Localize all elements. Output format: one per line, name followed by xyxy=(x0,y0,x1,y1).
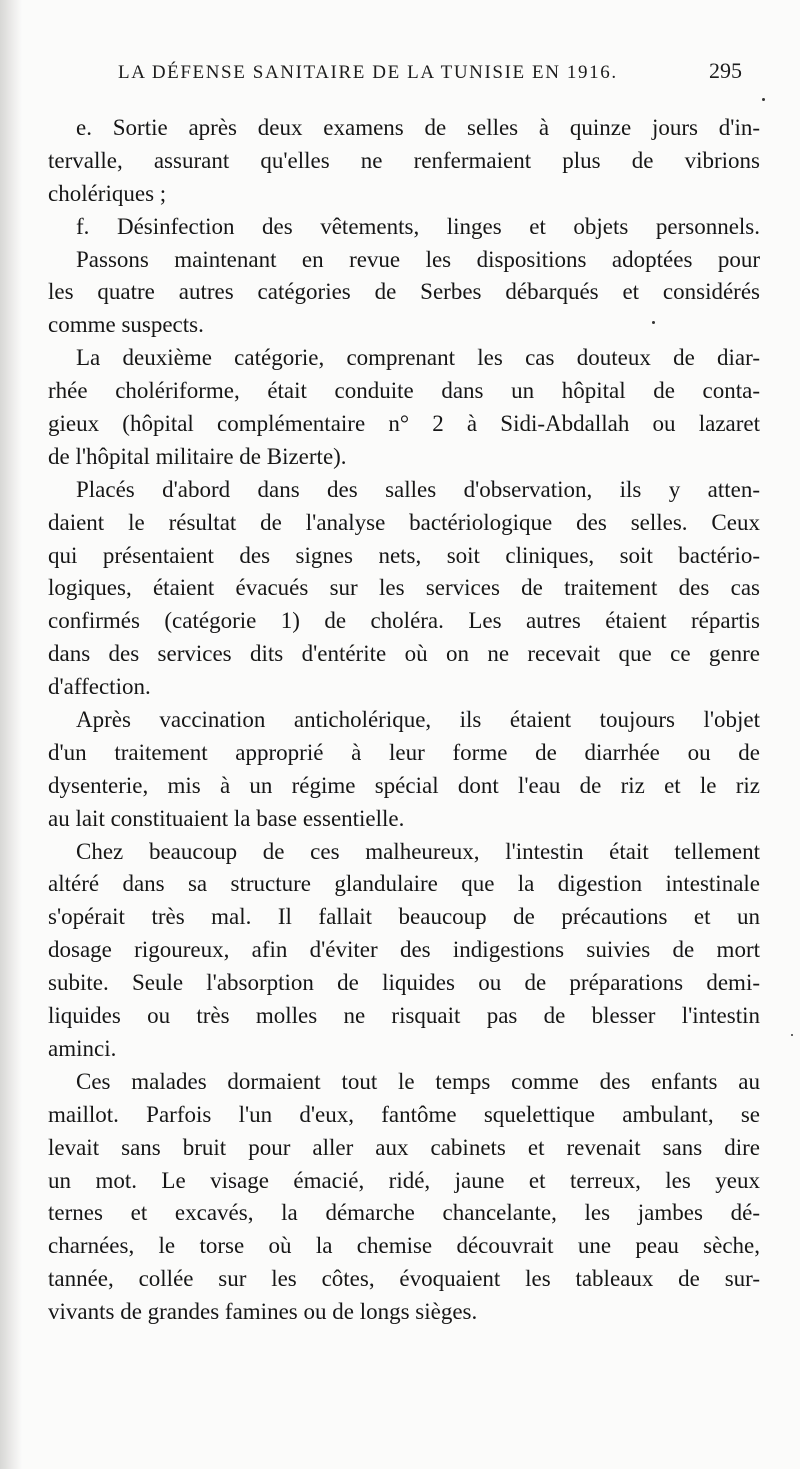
text-line: liquides ou très molles ne risquait pas de blesser l'intestin xyxy=(48,1003,760,1029)
text-line: Ces malades dormaient tout le temps comme des enfants au xyxy=(76,1068,760,1094)
text-line: maillot. Parfois l'un d'eux, fantôme squelettique ambulant, se xyxy=(48,1101,760,1127)
text-line: dans des services dits d'entérite où on ne recevait que ce genre xyxy=(48,641,760,667)
page-number: 295 xyxy=(709,58,742,83)
text-line: Après vaccination anticholérique, ils étaient toujours l'objet xyxy=(76,707,760,733)
text-line: d'affection. xyxy=(48,674,151,700)
page-header xyxy=(118,56,742,96)
text-line: qui présentaient des signes nets, soit cliniques, soit bactério- xyxy=(48,542,760,568)
text-line: de l'hôpital militaire de Bizerte). xyxy=(48,443,347,469)
text-line: f. Désinfection des vêtements, linges et objets personnels. xyxy=(76,213,760,239)
text-line: Passons maintenant en revue les dispositions adoptées pour xyxy=(76,246,760,272)
scan-speck xyxy=(791,1034,793,1036)
text-line: daient le résultat de l'analyse bactériologique des selles. Ceux xyxy=(48,509,760,535)
text-line: s'opérait très mal. Il fallait beaucoup de précautions et un xyxy=(48,904,760,930)
text-line: comme suspects. xyxy=(48,312,204,338)
text-line: altéré dans sa structure glandulaire que la digestion intestinale xyxy=(48,871,760,897)
text-line: tannée, collée sur les côtes, évoquaient les tableaux de sur- xyxy=(48,1266,760,1292)
text-line: ternes et excavés, la démarche chancelante, les jambes dé- xyxy=(48,1200,760,1226)
text-line: tervalle, assurant qu'elles ne renfermaient plus de vibrions xyxy=(48,147,760,173)
text-line: confirmés (catégorie 1) de choléra. Les autres étaient répartis xyxy=(48,608,760,634)
text-line: La deuxième catégorie, comprenant les cas douteux de diar- xyxy=(76,345,760,371)
scan-speck xyxy=(762,98,765,101)
text-line: dysenterie, mis à un régime spécial dont l'eau de riz et le riz xyxy=(48,772,760,798)
text-line: au lait constituaient la base essentielle. xyxy=(48,805,405,831)
text-line: Placés d'abord dans des salles d'observation, ils y atten- xyxy=(76,476,760,502)
text-line: un mot. Le visage émacié, ridé, jaune et terreux, les yeux xyxy=(48,1167,760,1193)
text-line: dosage rigoureux, afin d'éviter des indigestions suivies de mort xyxy=(48,937,760,963)
scan-speck xyxy=(652,321,655,324)
running-title: LA DÉFENSE SANITAIRE DE LA TUNISIE EN 1916. xyxy=(118,62,618,83)
text-line: e. Sortie après deux examens de selles à quinze jours d'in- xyxy=(76,115,760,140)
text-line: les quatre autres catégories de Serbes débarqués et considérés xyxy=(48,279,760,305)
text-line: d'un traitement approprié à leur forme de diarrhée ou de xyxy=(48,739,760,765)
text-line: aminci. xyxy=(48,1035,117,1061)
text-line: subite. Seule l'absorption de liquides ou de préparations demi- xyxy=(48,970,760,996)
text-line: charnées, le torse où la chemise découvrait une peau sèche, xyxy=(48,1233,760,1259)
text-line: rhée cholériforme, était conduite dans un hôpital de conta- xyxy=(48,378,760,404)
text-line: cholériques ; xyxy=(48,180,167,206)
page-spine-shadow xyxy=(0,0,22,1469)
text-line: Chez beaucoup de ces malheureux, l'intestin était tellement xyxy=(76,838,760,864)
text-line: levait sans bruit pour aller aux cabinets et revenait sans dire xyxy=(48,1134,760,1160)
text-line: gieux (hôpital complémentaire n° 2 à Sidi-Abdallah ou lazaret xyxy=(48,411,760,437)
text-line: vivants de grandes famines ou de longs sièges. xyxy=(48,1299,478,1325)
text-line: logiques, étaient évacués sur les services de traitement des cas xyxy=(48,575,760,601)
body-text xyxy=(48,112,760,1329)
